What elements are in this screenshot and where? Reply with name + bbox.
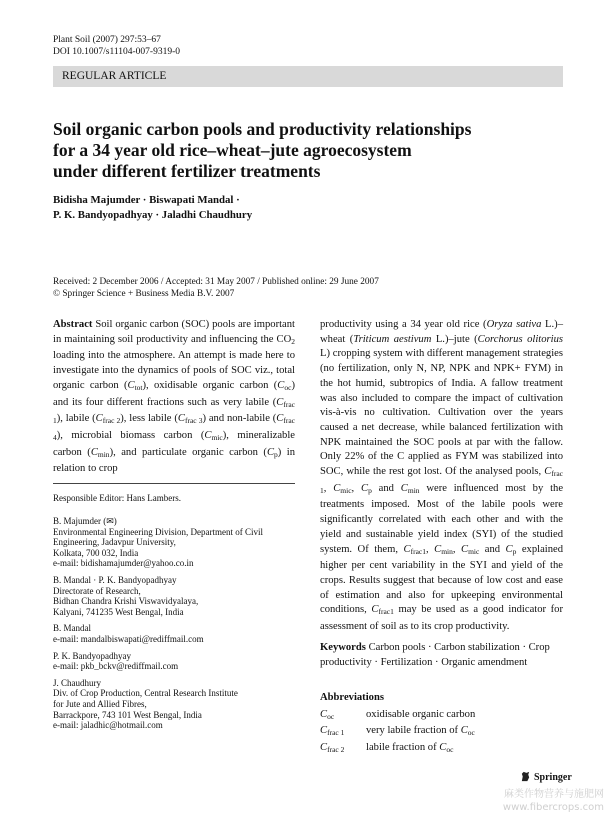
springer-horse-icon [520,771,531,782]
affiliation-block [53,575,303,617]
title-line: under different fertilizer treatments [53,161,321,181]
received-line: Received: 2 December 2006 / Accepted: 31 May 2007 / Published online: 29 June 2007 [53,277,379,287]
journal-line: Plant Soil (2007) 297:53–67 [53,35,161,45]
abbreviations-section [320,691,563,757]
site-watermark [503,788,604,814]
paper-title [53,119,553,182]
abstract-right-column: productivity using a 34 year old rice (Oryza sativa L.)–wheat (Triticum aestivum L.)–jute (Corchorus olitorius L) cropping system with different management strategies (no fertilization, only N, NP, NPK and NPK+ FYM) in the hot humid, subtropics of India. A fallow treatment was also included to compare the impact of cultivation vis-à-vis no cultivation. Cultivation over the years caused a net decrease, while balanced fertilization with NPK maintained the SOC pools at par with the fallow. Only 22% of the C applied as FYM was stabilized into SOC, while the rest got lost. Of the analysed pools, $C_{frac 1}$, $C_{mic}$, $C_p$ and $C_{min}$ were influenced most by the treatments imposed. Most of the labile pools were significantly correlated with each other and with the yield and sustainable yield index (SYI) of the studied system. Of them, $C_{frac1}$, $C_{min}$, $C_{mic}$ and $C_p$ explained higher per cent variability in the SYI and yield of the crops. Results suggest that because of low cost and ease of estimation and also for upkeeping environmental conditions, $C_{frac1}$ may be used as a good indicator for assessment of soil as to its crop productivity. [320,319,564,633]
title-line: Soil organic carbon pools and productivity relationships [53,119,472,139]
affiliation-email[interactable]: e-mail: mandalbiswapati@rediffmail.com [53,633,204,644]
keywords-section [320,641,563,670]
abstract-left-column [53,318,295,477]
affiliation-line: Kalyani, 741235 West Bengal, India [53,606,184,617]
springer-logo [520,771,572,783]
keywords-label: Keywords [320,642,366,653]
affiliation-line: J. Chaudhury [53,677,101,688]
doi-line: DOI 10.1007/s11104-007-9319-0 [53,47,181,57]
watermark-line: 麻类作物营养与施肥网 [504,789,604,800]
affiliation-email[interactable]: e-mail: bidishamajumder@yahoo.co.in [53,558,194,569]
abstract-text: Soil organic carbon (SOC) pools are important in maintaining soil productivity and influencing the $CO_2$ loading into the atmosphere. An attempt is made here to investigate into the dynamics of pools of SOC viz., total organic carbon $(C_{tot})$, oxidisable organic carbon $(C_{oc})$ and its four different fractions such as very labile $(C_{frac 1})$, labile $(C_{frac 2})$, less labile $(C_{frac 3})$ and non-labile $(C_{frac 4})$, microbial biomass carbon $(C_{mic})$, mineralizable carbon $(C_{min})$, and particulate organic carbon $(C_p)$ in relation to crop [53,319,296,475]
affiliation-line: Engineering, Jadavpur University, [53,537,176,548]
authors-line: P. K. Bandyopadhyay · Jaladhi Chaudhury [53,209,253,221]
affiliation-email[interactable]: e-mail: pkb_bckv@rediffmail.com [53,661,179,672]
affiliation-line: Bidhan Chandra Krishi Viswavidyalaya, [53,596,199,607]
affiliation-line: Environmental Engineering Division, Department of Civil [53,526,263,537]
abbreviations-table [320,708,475,758]
affiliation-email[interactable]: e-mail: jaladhic@hotmail.com [53,720,163,731]
footnote-divider [53,483,295,484]
springer-label: Springer [534,772,572,783]
affiliation-line: Div. of Crop Production, Central Research Institute [53,688,238,699]
copyright-line: © Springer Science + Business Media B.V. 2007 [53,289,235,299]
affiliation-line: Kolkata, 700 032, India [53,547,139,558]
affiliation-block [53,678,303,731]
journal-citation [53,34,180,58]
affiliation-line: B. Mandal · P. K. Bandyopadhyay [53,574,177,585]
affiliation-line: B. Mandal [53,623,91,634]
keywords-text: Carbon pools · Carbon stabilization · Crop productivity · Fertilization · Organic amendment [320,642,550,668]
article-type-banner: REGULAR ARTICLE [53,66,563,87]
watermark-line: www.fibercrops.com [502,802,604,813]
author-list [53,193,473,223]
abbreviations-heading: Abbreviations [320,692,384,703]
abbreviation-row: $C_{oc}$ oxidisable organic carbon [320,708,476,721]
affiliation-line: Barrackpore, 743 101 West Bengal, India [53,709,202,720]
affiliation-line: P. K. Bandyopadhyay [53,650,131,661]
title-line: for a 34 year old rice–wheat–jute agroecosystem [53,140,412,160]
publication-dates [53,276,379,300]
abstract-label: Abstract [53,319,93,330]
responsible-editor: Responsible Editor: Hans Lambers. [53,493,181,503]
affiliation-line: for Jute and Allied Fibres, [53,698,147,709]
affiliation-line: B. Majumder (✉) [53,516,117,526]
affiliation-block [53,651,303,672]
affiliation-block [53,516,303,569]
affiliation-block [53,623,303,644]
abbreviation-row: $C_{frac 1}$ very labile fraction of $C_{oc}$ [320,725,475,737]
abbreviation-row: $C_{frac 2}$ labile fraction of $C_{oc}$ [320,741,454,754]
author-affiliations [53,516,303,737]
authors-line: Bidisha Majumder · Biswapati Mandal · [53,194,240,206]
affiliation-line: Directorate of Research, [53,585,141,596]
